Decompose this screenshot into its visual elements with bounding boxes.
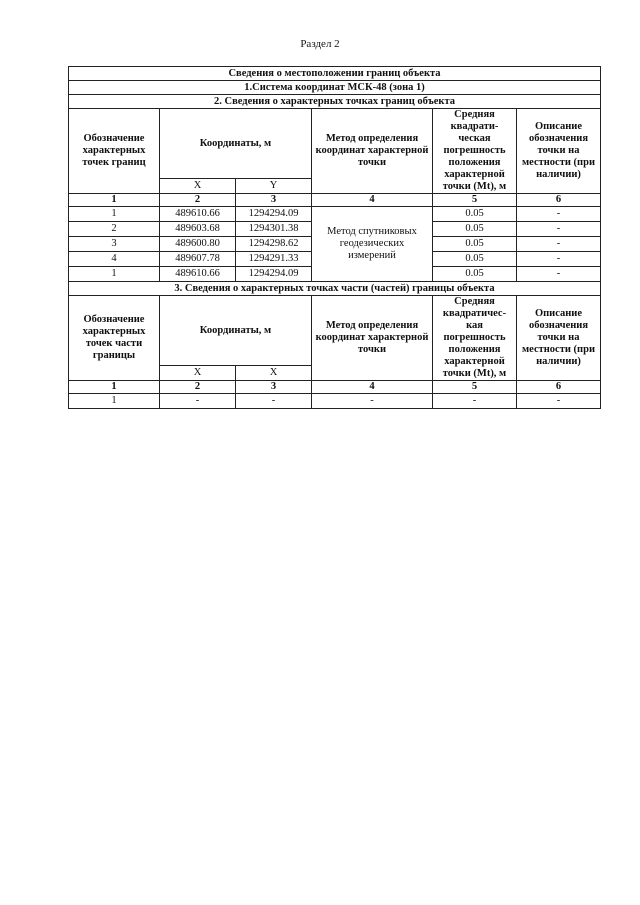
description-value: - [517,394,601,409]
coord-y: 1294294.09 [236,267,312,282]
header-error: Средняя квадратичес-кая погрешность положения характерной точки (Mt), м [433,296,517,381]
coord-x: 489600.80 [160,237,236,252]
table-title: Сведения о местоположении границ объекта [69,67,601,81]
description-value: - [517,267,601,282]
column-number: 3 [236,381,312,394]
page-title: Раздел 2 [300,38,340,50]
section-3-heading: 3. Сведения о характерных точках части (частей) границы объекта [69,282,601,296]
point-id: 1 [69,207,160,222]
header-method: Метод определения координат характерной точки [312,109,433,194]
column-number: 5 [433,194,517,207]
header-point-designation: Обозначение характерных точек части границы [69,296,160,381]
header-coordinates: Координаты, м [160,296,312,366]
column-number: 1 [69,194,160,207]
description-value: - [517,222,601,237]
point-id: 1 [69,394,160,409]
description-value: - [517,237,601,252]
column-number: 1 [69,381,160,394]
point-id: 2 [69,222,160,237]
header-y: Y [236,179,312,194]
point-id: 4 [69,252,160,267]
column-number: 4 [312,194,433,207]
error-value: - [433,394,517,409]
section-2-heading: 2. Сведения о характерных точках границ объекта [69,95,601,109]
boundary-table [68,66,601,409]
coord-y: 1294294.09 [236,207,312,222]
column-number: 6 [517,381,601,394]
column-number: 3 [236,194,312,207]
header-description: Описание обозначения точки на местности (при наличии) [517,109,601,194]
header-y: X [236,366,312,381]
coord-x: - [160,394,236,409]
header-method: Метод определения координат характерной точки [312,296,433,381]
error-value: 0.05 [433,267,517,282]
coord-y: 1294298.62 [236,237,312,252]
header-point-designation: Обозначение характерных точек границ [69,109,160,194]
point-id: 1 [69,267,160,282]
error-value: 0.05 [433,252,517,267]
coord-x: 489610.66 [160,207,236,222]
header-x: X [160,179,236,194]
error-value: 0.05 [433,237,517,252]
error-value: 0.05 [433,207,517,222]
header-description: Описание обозначения точки на местности (при наличии) [517,296,601,381]
column-number: 5 [433,381,517,394]
column-number: 4 [312,381,433,394]
method-value: - [312,394,433,409]
method-cell: Метод спутниковых геодезических измерений [312,207,433,282]
header-error: Средняя квадрати-ческая погрешность положения характерной точки (Mt), м [433,109,517,194]
coord-x: 489607.78 [160,252,236,267]
coord-x: 489610.66 [160,267,236,282]
column-number: 2 [160,194,236,207]
point-id: 3 [69,237,160,252]
column-number: 2 [160,381,236,394]
header-coordinates: Координаты, м [160,109,312,179]
description-value: - [517,252,601,267]
section-1-heading: 1.Система координат МСК-48 (зона 1) [69,81,601,95]
table-row [69,207,601,222]
header-x: X [160,366,236,381]
table-row [69,394,601,409]
coord-y: 1294291.33 [236,252,312,267]
error-value: 0.05 [433,222,517,237]
column-number: 6 [517,194,601,207]
coord-y: - [236,394,312,409]
coord-y: 1294301.38 [236,222,312,237]
description-value: - [517,207,601,222]
coord-x: 489603.68 [160,222,236,237]
